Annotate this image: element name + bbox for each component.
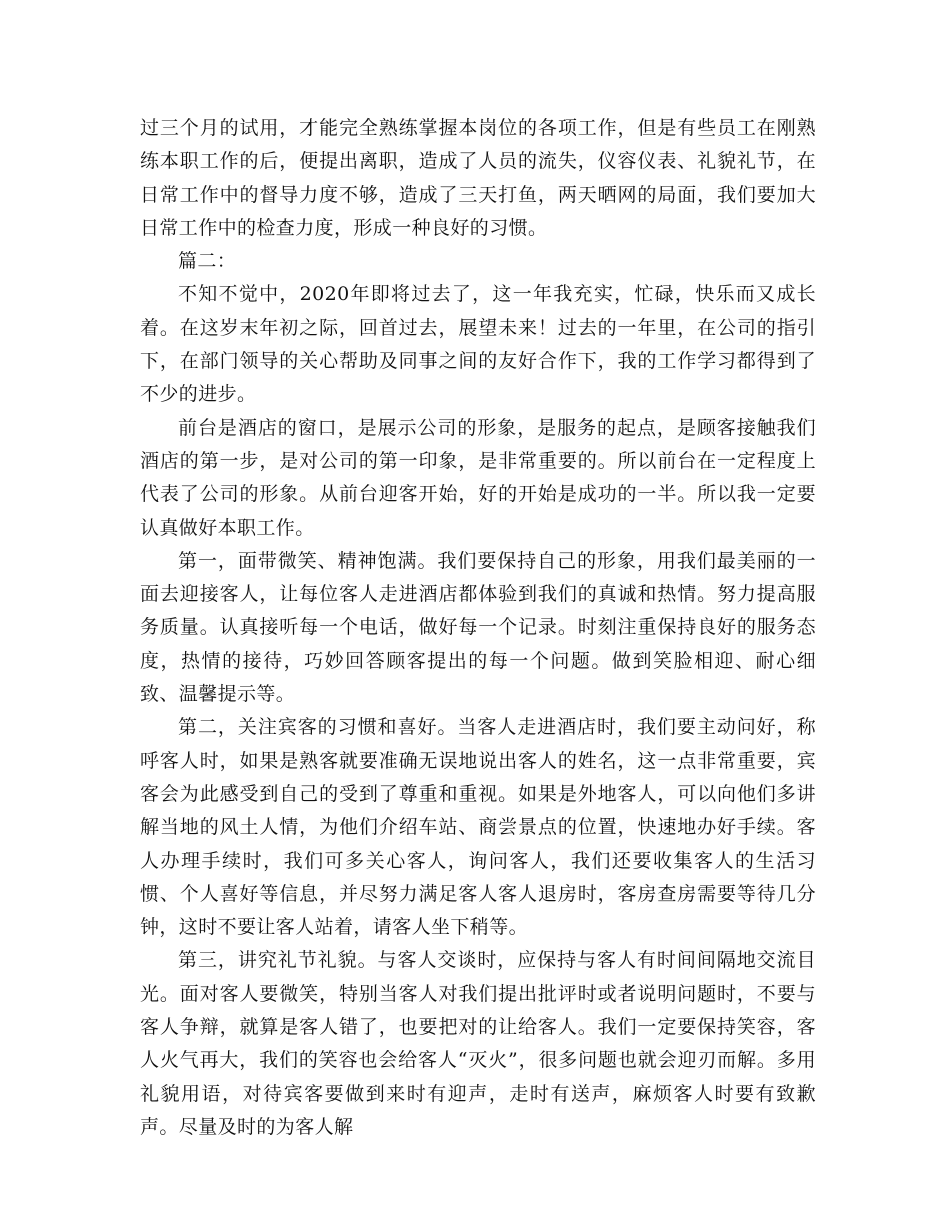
paragraph-continued: 过三个月的试用，才能完全熟练掌握本岗位的各项工作，但是有些员工在刚熟练本职工作的后，便提出离职，造成了人员的流失，仪容仪表、礼貌礼节，在日常工作中的督导力度不够，造成了三天打鱼，两天晒网的局面，我们要加大日常工作中的检查力度，形成一种良好的习惯。 <box>140 117 816 239</box>
section-heading: 篇二： <box>178 250 237 273</box>
document-body <box>140 112 816 1144</box>
paragraph-point-one: 第一，面带微笑、精神饱满。我们要保持自己的形象，用我们最美丽的一面去迎接客人，让每位客人走进酒店都体验到我们的真诚和热情。努力提高服务质量。认真接听每一个电话，做好每一个记录。时刻注重保持良好的服务态度，热情的接待，巧妙回答顾客提出的每一个问题。做到笑脸相迎、耐心细致、温馨提示等。 <box>140 549 816 706</box>
paragraph-intro: 不知不觉中，2020年即将过去了，这一年我充实，忙碌，快乐而又成长着。在这岁末年初之际，回首过去，展望未来！过去的一年里，在公司的指引下，在部门领导的关心帮助及同事之间的友好合作下，我的工作学习都得到了不少的进步。 <box>140 283 816 406</box>
paragraph-point-two: 第二，关注宾客的习惯和喜好。当客人走进酒店时，我们要主动问好，称呼客人时，如果是熟客就要准确无误地说出客人的姓名，这一点非常重要，宾客会为此感受到自己的受到了尊重和重视。如果是外地客人，可以向他们多讲解当地的风土人情，为他们介绍车站、商尝景点的位置，快速地办好手续。客人办理手续时，我们可多关心客人，询问客人，我们还要收集客人的生活习惯、个人喜好等信息，并尽努力满足客人客人退房时，客房查房需要等待几分钟，这时不要让客人站着，请客人坐下稍等。 <box>140 716 816 939</box>
paragraph-point-three: 第三，讲究礼节礼貌。与客人交谈时，应保持与客人有时间间隔地交流目光。面对客人要微笑，特别当客人对我们提出批评时或者说明问题时，不要与客人争辩，就算是客人错了，也要把对的让给客人。我们一定要保持笑容，客人火气再大，我们的笑容也会给客人“灭火”，很多问题也就会迎刃而解。多用礼貌用语，对待宾客要做到来时有迎声，走时有送声，麻烦客人时要有致歉声。尽量及时的为客人解 <box>140 949 816 1138</box>
paragraph-front-desk: 前台是酒店的窗口，是展示公司的形象，是服务的起点，是顾客接触我们酒店的第一步，是对公司的第一印象，是非常重要的。所以前台在一定程度上代表了公司的形象。从前台迎客开始，好的开始是成功的一半。所以我一定要认真做好本职工作。 <box>140 416 816 539</box>
